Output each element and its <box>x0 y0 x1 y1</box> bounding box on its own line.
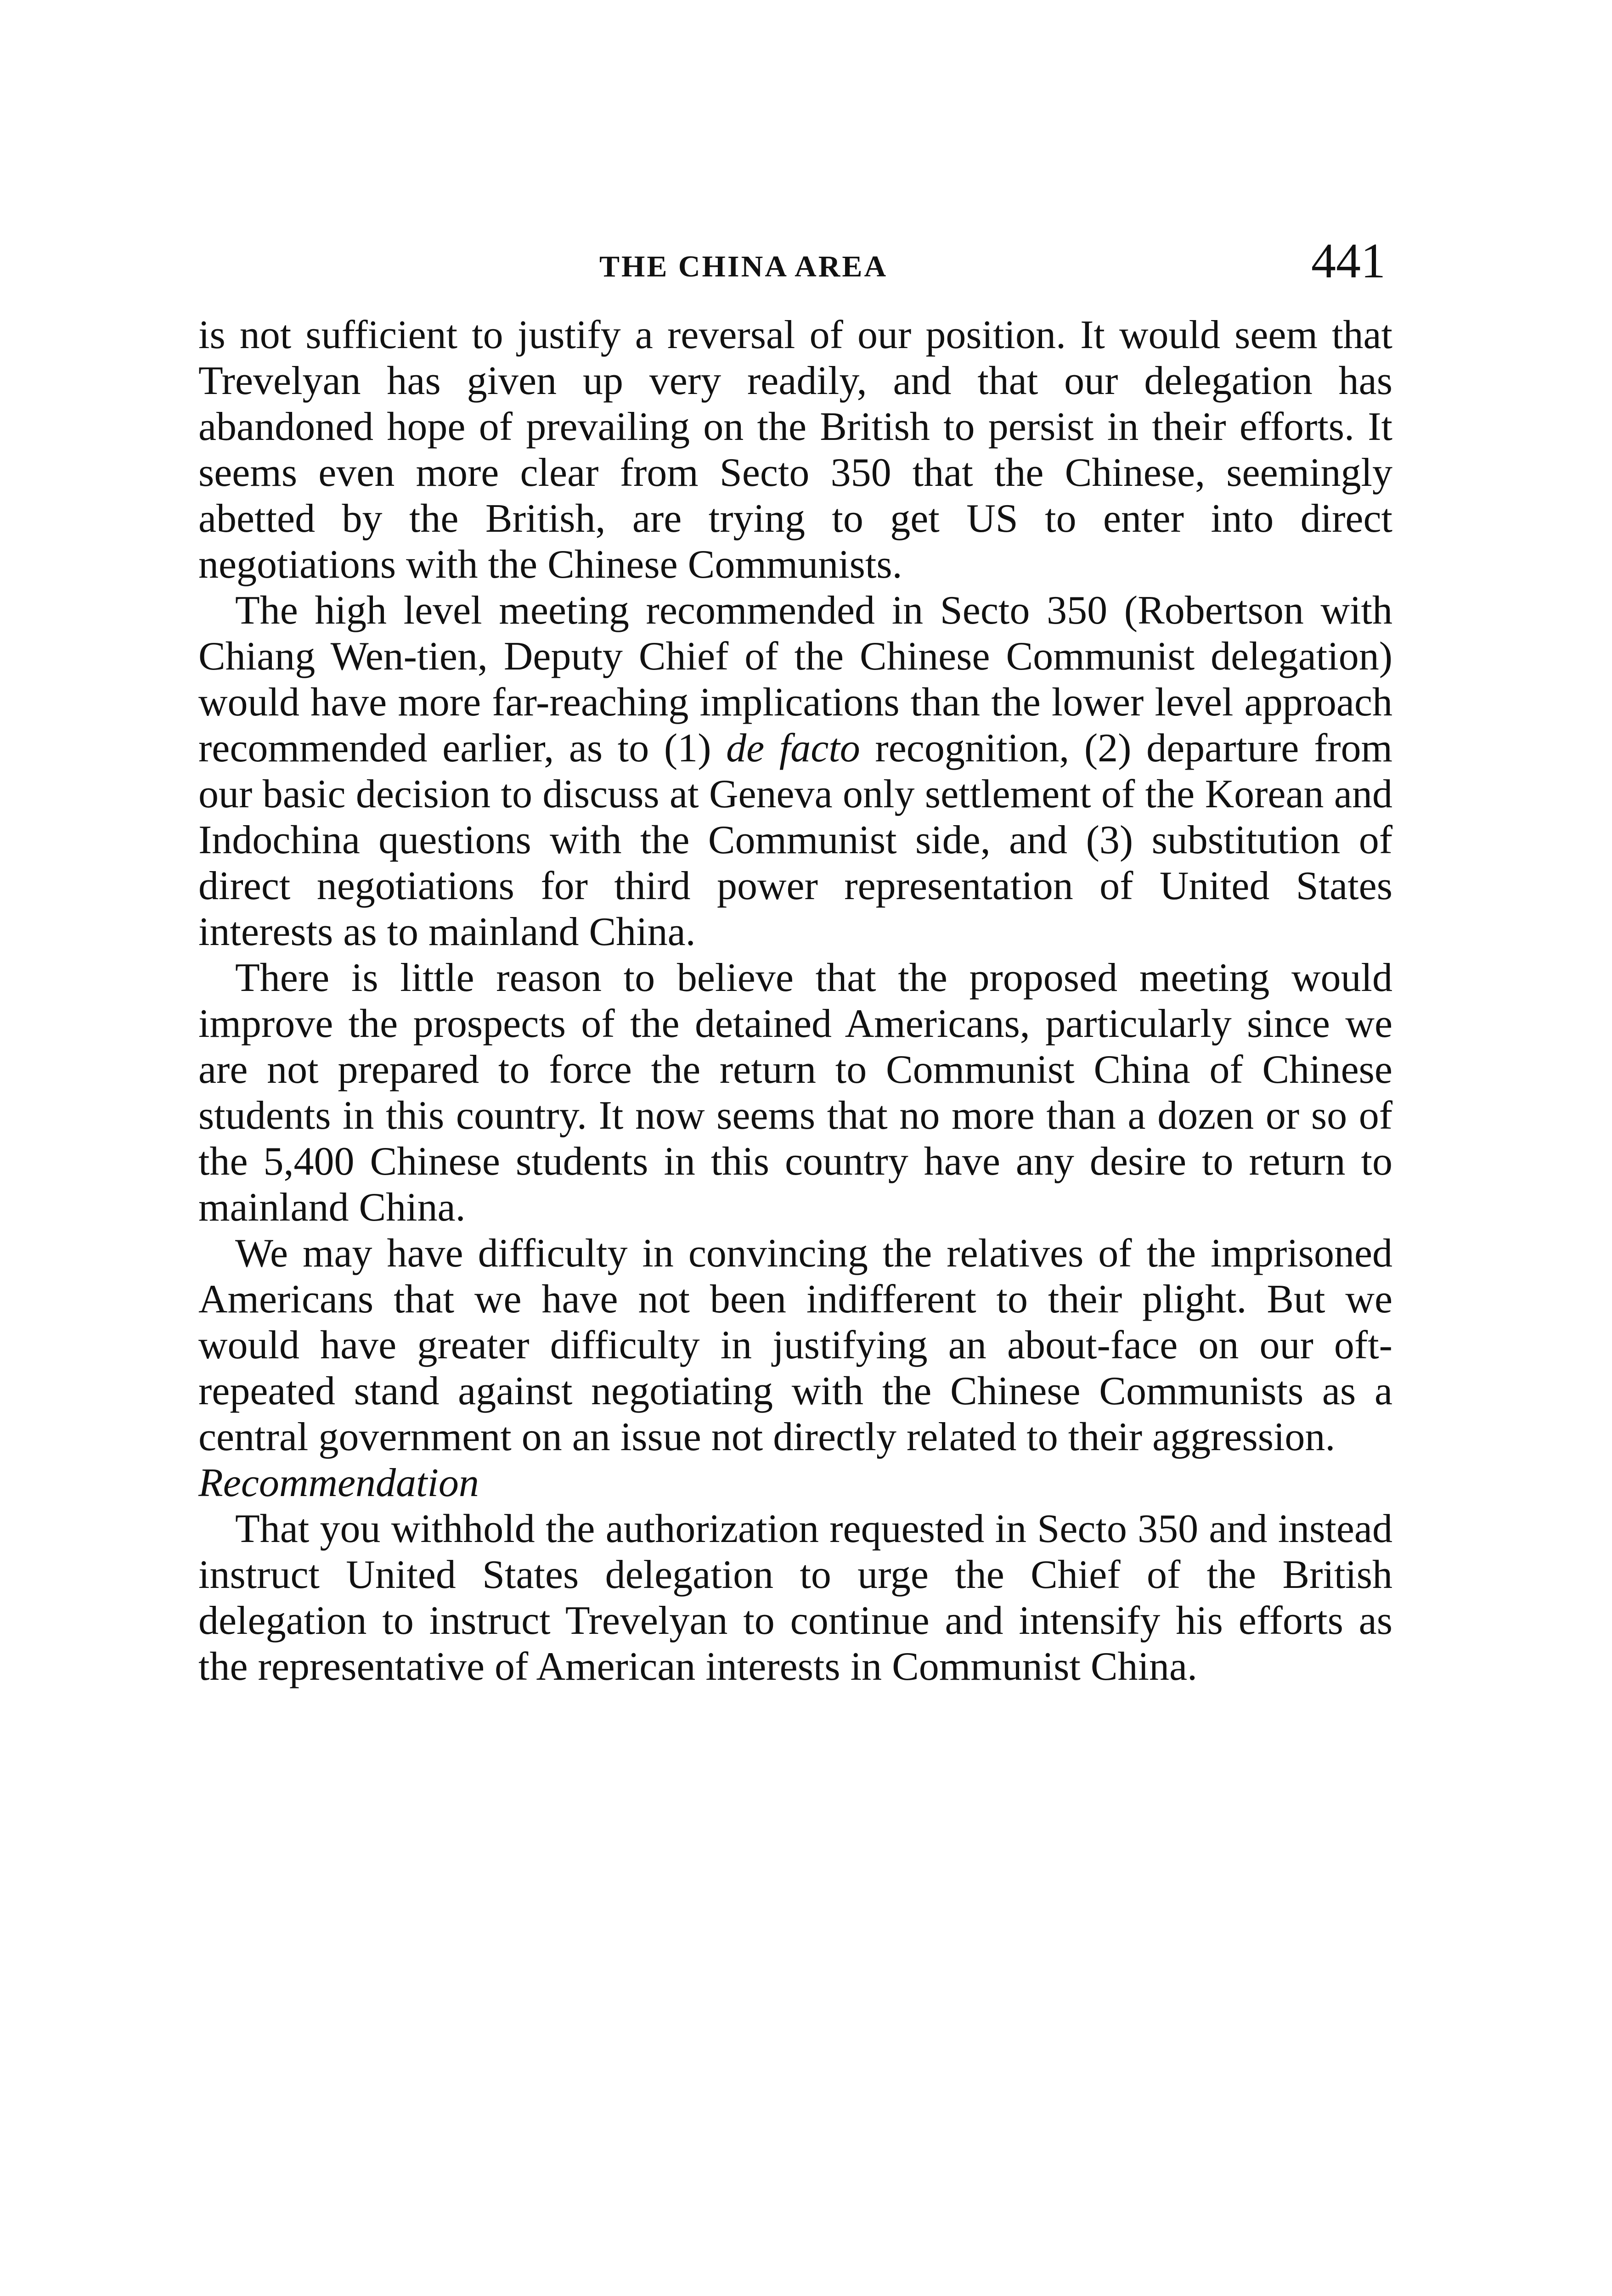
paragraph-recommendation: That you withhold the authorization requested in Secto 350 and instead instruct United States delegation to urge the Chief of the British delegation to instruct Trevelyan to continue and intensify his efforts as the representative of American interests in Communist China. <box>198 1507 1392 1689</box>
section-heading: Recommendation <box>198 1461 479 1505</box>
paragraph-text-segment: recognition, (2) departure from our basic decision to discuss at Geneva only settlement of the Korean and Indochina questions with the Communist side, and (3) substitution of direct negotiations for third power representation of United States interests as to mainland China. <box>198 726 1393 954</box>
body-text <box>198 312 1392 1690</box>
paragraph-high-level-meeting <box>198 588 1392 955</box>
italic-term: de facto <box>726 726 860 771</box>
paragraph-continuation: is not sufficient to justify a reversal of our position. It would seem that Trevelyan has given up very readily, and that our delegation has abandoned hope of prevailing on the British to persist in their efforts. It seems even more clear from Secto 350 that the Chinese, seemingly abetted by the British, are trying to get US to enter into direct negotiations with the Chinese Communists. <box>198 313 1392 587</box>
paragraph-relatives: We may have difficulty in convincing the relatives of the imprisoned Americans that we have not been indifferent to their plight. But we would have greater difficulty in justifying an about-face on our oft-repeated stand against negotiating with the Chinese Communists as a central government on an issue not directly related to their aggression. <box>198 1231 1392 1459</box>
page-number: 441 <box>1311 234 1386 288</box>
paragraph-text-segment: The high level meeting recommended in Secto 350 (Robertson with Chiang Wen-tien, Deputy Chief of the Chinese Communist delegation) would have more far-reaching implications than the lower level approach recommended earlier, as to (1) <box>198 588 1392 771</box>
running-head: THE CHINA AREA <box>599 250 888 283</box>
paragraph-detained-americans: There is little reason to believe that the proposed meeting would improve the prospects of the detained Americans, particularly since we are not prepared to force the return to Communist China of Chinese students in this country. It now seems that no more than a dozen or so of the 5,400 Chinese students in this country have any desire to return to mainland China. <box>198 956 1392 1230</box>
